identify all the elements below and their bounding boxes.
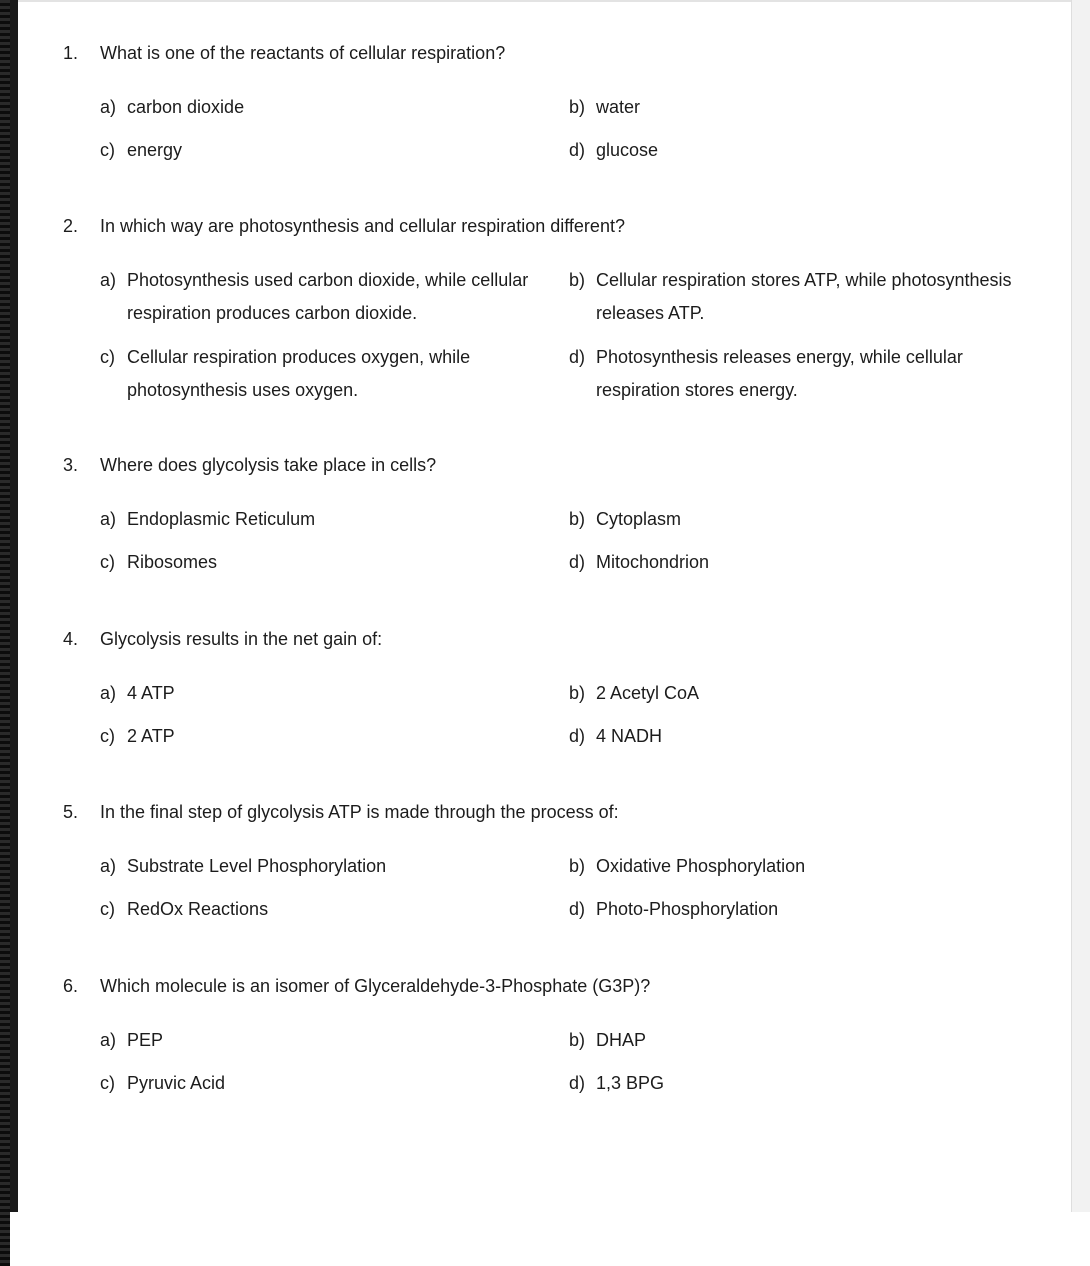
option-text: Cellular respiration stores ATP, while photosynthesis releases ATP. xyxy=(596,270,1012,323)
option-text: Photo-Phosphorylation xyxy=(596,899,779,919)
option-letter: b) xyxy=(569,1030,586,1050)
question-text: Glycolysis results in the net gain of: xyxy=(100,629,383,649)
option-text: Substrate Level Phosphorylation xyxy=(127,856,387,876)
option-text: Ribosomes xyxy=(127,552,218,572)
option-b xyxy=(569,503,1049,536)
option-text: Mitochondrion xyxy=(596,552,710,572)
question-text: What is one of the reactants of cellular respiration? xyxy=(100,43,506,63)
option-text: Cytoplasm xyxy=(596,509,682,529)
option-text: Oxidative Phosphorylation xyxy=(596,856,806,876)
option-b xyxy=(569,264,1049,330)
document-page xyxy=(18,0,1071,1214)
option-letter: b) xyxy=(569,509,586,529)
option-d xyxy=(569,1067,1049,1100)
option-a xyxy=(100,1024,550,1057)
option-text: glucose xyxy=(596,140,659,160)
option-letter: c) xyxy=(100,347,115,367)
option-letter: a) xyxy=(100,270,117,290)
option-a xyxy=(100,91,550,124)
option-b xyxy=(569,91,1049,124)
option-letter: c) xyxy=(100,1073,115,1093)
option-c xyxy=(100,1067,550,1100)
question-text: In the final step of glycolysis ATP is made through the process of: xyxy=(100,802,619,822)
option-letter: d) xyxy=(569,1073,586,1093)
footer-strip xyxy=(10,1212,1090,1266)
option-text: 4 NADH xyxy=(596,726,663,746)
option-b xyxy=(569,677,1049,710)
option-text: energy xyxy=(127,140,183,160)
option-text: 2 ATP xyxy=(127,726,175,746)
option-letter: c) xyxy=(100,552,115,572)
option-d xyxy=(569,720,1049,753)
option-text: 4 ATP xyxy=(127,683,175,703)
option-letter: d) xyxy=(569,899,586,919)
option-text: DHAP xyxy=(596,1030,647,1050)
option-letter: a) xyxy=(100,856,117,876)
question-number: 6. xyxy=(63,976,79,996)
option-letter: d) xyxy=(569,140,586,160)
question-text: Where does glycolysis take place in cells? xyxy=(100,455,437,475)
option-text: carbon dioxide xyxy=(127,97,245,117)
option-letter: c) xyxy=(100,726,115,746)
option-text: 1,3 BPG xyxy=(596,1073,665,1093)
option-letter: a) xyxy=(100,1030,117,1050)
option-text: water xyxy=(596,97,641,117)
question-number: 1. xyxy=(63,43,79,63)
question-text: In which way are photosynthesis and cellular respiration different? xyxy=(100,216,625,236)
option-a xyxy=(100,264,550,330)
option-d xyxy=(569,546,1049,579)
option-a xyxy=(100,503,550,536)
option-letter: b) xyxy=(569,683,586,703)
option-c xyxy=(100,134,550,167)
option-letter: c) xyxy=(100,899,115,919)
option-a xyxy=(100,850,550,883)
option-letter: d) xyxy=(569,552,586,572)
option-c xyxy=(100,893,550,926)
option-text: Pyruvic Acid xyxy=(127,1073,226,1093)
option-letter: b) xyxy=(569,270,586,290)
option-letter: c) xyxy=(100,140,115,160)
question-number: 5. xyxy=(63,802,79,822)
option-letter: d) xyxy=(569,726,586,746)
option-b xyxy=(569,1024,1049,1057)
option-text: Photosynthesis used carbon dioxide, while cellular respiration produces carbon dioxide. xyxy=(127,270,529,323)
option-d xyxy=(569,341,1049,407)
question-text: Which molecule is an isomer of Glyceraldehyde-3-Phosphate (G3P)? xyxy=(100,976,651,996)
option-b xyxy=(569,850,1049,883)
option-text: 2 Acetyl CoA xyxy=(596,683,700,703)
option-text: Photosynthesis releases energy, while cellular respiration stores energy. xyxy=(596,347,963,400)
option-letter: b) xyxy=(569,856,586,876)
question-number: 3. xyxy=(63,455,79,475)
option-letter: d) xyxy=(569,347,586,367)
option-c xyxy=(100,720,550,753)
question-number: 4. xyxy=(63,629,79,649)
option-text: RedOx Reactions xyxy=(127,899,269,919)
option-letter: a) xyxy=(100,683,117,703)
option-letter: a) xyxy=(100,509,117,529)
option-c xyxy=(100,341,550,407)
option-letter: b) xyxy=(569,97,586,117)
option-d xyxy=(569,134,1049,167)
right-edge-strip xyxy=(1071,0,1090,1212)
option-d xyxy=(569,893,1049,926)
option-a xyxy=(100,677,550,710)
left-edge-strip xyxy=(0,0,10,1266)
option-text: Cellular respiration produces oxygen, while photosynthesis uses oxygen. xyxy=(127,347,471,400)
option-text: Endoplasmic Reticulum xyxy=(127,509,316,529)
option-c xyxy=(100,546,550,579)
question-number: 2. xyxy=(63,216,79,236)
option-text: PEP xyxy=(127,1030,164,1050)
option-letter: a) xyxy=(100,97,117,117)
